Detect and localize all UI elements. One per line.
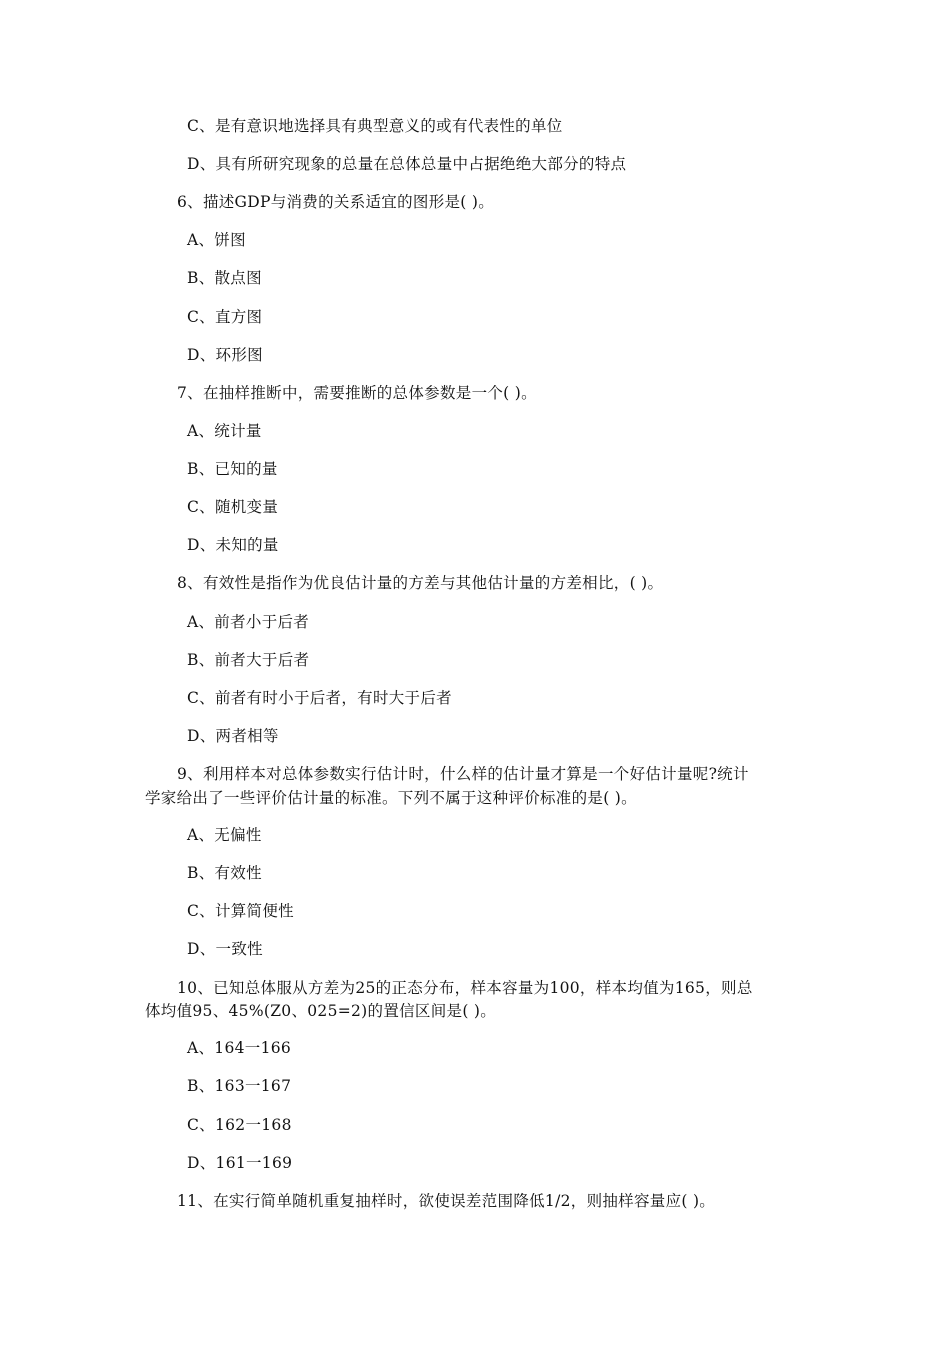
option-8d: D、两者相等 (187, 727, 279, 745)
option-8b: B、前者大于后者 (187, 651, 310, 669)
option-7b: B、已知的量 (187, 460, 278, 478)
question-9-line-2: 学家给出了一些评价估计量的标准。下列不属于这种评价标准的是( )。 (145, 789, 637, 807)
option-9d: D、一致性 (187, 940, 263, 958)
option-7d: D、未知的量 (187, 536, 279, 554)
question-9-line-1: 9、利用样本对总体参数实行估计时，什么样的估计量才算是一个好估计量呢?统计 (177, 765, 749, 783)
option-8c: C、前者有时小于后者，有时大于后者 (187, 689, 452, 707)
option-6c: C、直方图 (187, 308, 263, 326)
option-10a: A、164一166 (187, 1039, 292, 1057)
option-5c: C、是有意识地选择具有典型意义的或有代表性的单位 (187, 117, 563, 135)
option-10c: C、162一168 (187, 1116, 292, 1134)
question-8: 8、有效性是指作为优良估计量的方差与其他估计量的方差相比，( )。 (177, 574, 664, 592)
option-5d: D、具有所研究现象的总量在总体总量中占据绝绝大部分的特点 (187, 155, 627, 173)
question-11: 11、在实行简单随机重复抽样时，欲使误差范围降低1/2，则抽样容量应( )。 (177, 1192, 716, 1210)
option-10d: D、161一169 (187, 1154, 293, 1172)
option-6d: D、环形图 (187, 346, 263, 364)
option-7a: A、统计量 (187, 422, 262, 440)
option-7c: C、随机变量 (187, 498, 279, 516)
option-9b: B、有效性 (187, 864, 262, 882)
question-6: 6、描述GDP与消费的关系适宜的图形是( )。 (177, 193, 495, 211)
question-10-line-1: 10、已知总体服从方差为25的正态分布，样本容量为100，样本均值为165，则总 (177, 979, 753, 997)
option-10b: B、163一167 (187, 1077, 292, 1095)
option-9c: C、计算简便性 (187, 902, 294, 920)
question-7: 7、在抽样推断中，需要推断的总体参数是一个( )。 (177, 384, 537, 402)
option-9a: A、无偏性 (187, 826, 262, 844)
option-6b: B、散点图 (187, 269, 262, 287)
question-10-line-2: 体均值95、45%(Z0、025=2)的置信区间是( )。 (145, 1002, 497, 1020)
option-8a: A、前者小于后者 (187, 613, 310, 631)
option-6a: A、饼图 (187, 231, 246, 249)
